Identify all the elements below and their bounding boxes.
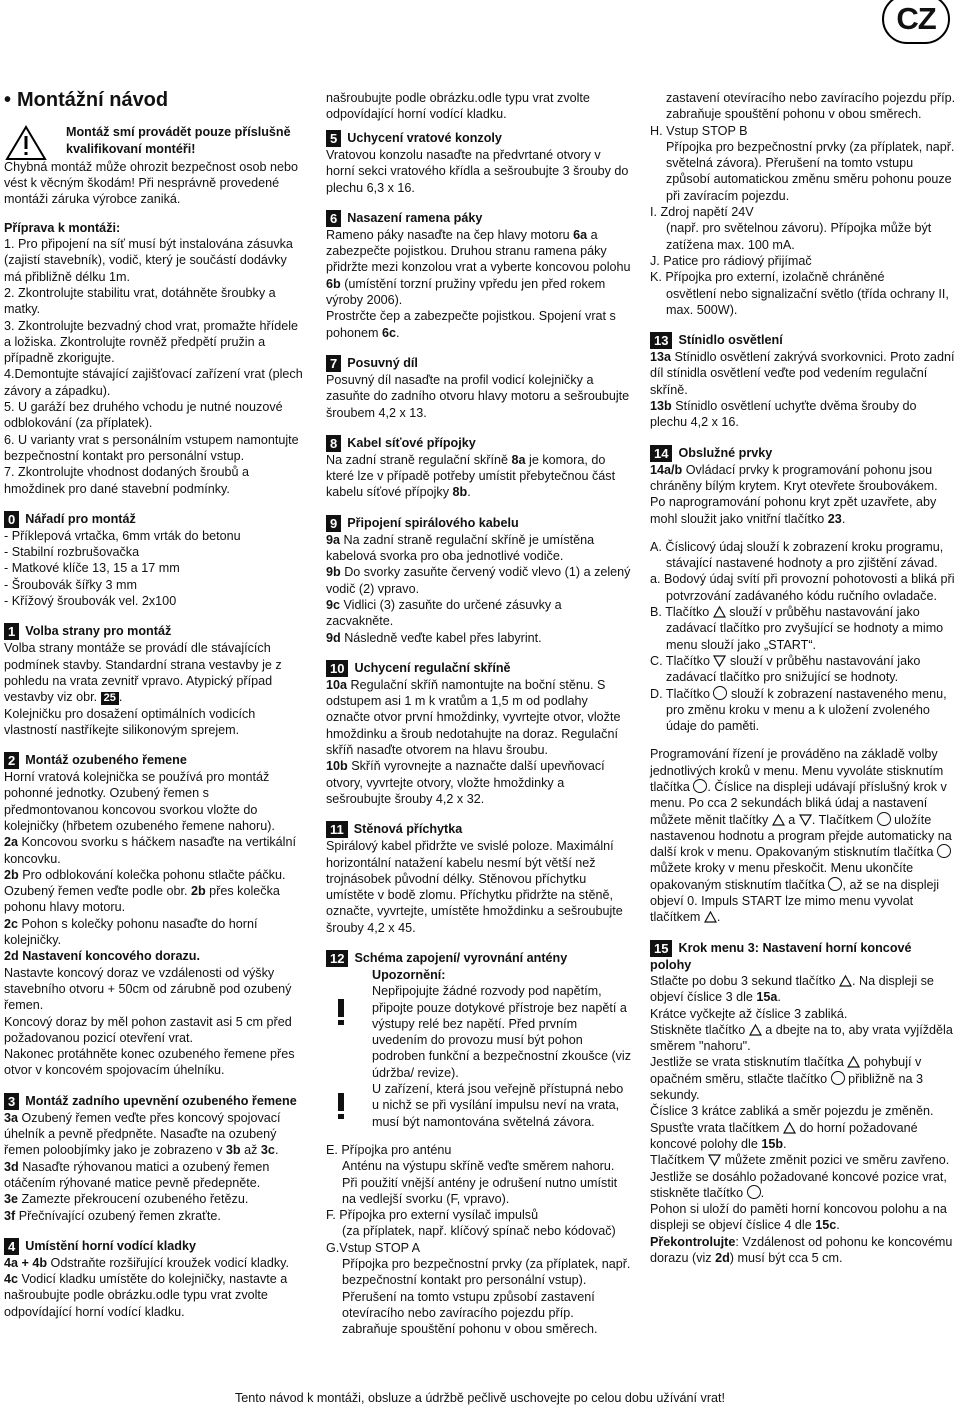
section-title: Uchycení regulační skříně xyxy=(354,660,511,675)
section-2-2f: Nakonec protáhněte konec ozubeného řemene přes otvor v koncovém spojovacím úhelníku. xyxy=(4,1047,295,1078)
section-title: Volba strany pro montáž xyxy=(25,624,172,639)
text: Stínidlo osvětlení uchyťte dvěma šrouby do plechu 4,2 x 16. xyxy=(650,399,917,430)
connection-item-e xyxy=(326,1142,632,1158)
section-13-13a xyxy=(650,349,956,398)
section-title: Montáž zadního upevnění ozubeného řemene xyxy=(25,1093,297,1108)
section-number: 7 xyxy=(326,355,341,372)
list-item: - Matkové klíče 13, 15 a 17 mm xyxy=(4,561,180,576)
down-triangle-icon xyxy=(708,1154,721,1166)
step-label: 3d xyxy=(4,1159,19,1174)
text: Tlačítkem xyxy=(650,1153,705,1168)
text: Zamezte překroucení ozubeného řetězu. xyxy=(18,1192,249,1207)
section-number: 3 xyxy=(4,1093,19,1110)
connection-item-j xyxy=(650,253,956,269)
circle-button-icon xyxy=(713,686,727,700)
item-sub-text: Přípojka pro bezpečnostní prvky (za příplatek, např. bezpečnostní kontakt pro personální vstup). Přerušení na tomto vstupu způsobí zastavení otevíracího nebo zavíracího pojezdu příp. zabraňuje spouštění pohonu v obou směrech. xyxy=(342,1257,631,1337)
section-1-text-a xyxy=(4,640,306,705)
text: . Číslice na displeji udávají příslušný krok v menu. Po cca 2 sekundách bliká údaj a nastavení můžete měnit tlačítky xyxy=(650,779,947,827)
item-text: slouží v průběhu nastavování jako zadávací tlačítko pro zvyšující se hodnoty a mimo menu slouží jako „START“. xyxy=(666,605,944,652)
exclamation-icon xyxy=(326,1091,356,1121)
section-3-heading xyxy=(4,1093,306,1110)
connection-item-g xyxy=(326,1240,632,1256)
text: . xyxy=(836,1218,840,1233)
text: a zabezpečte pojistkou. Druhou stranu ramena páky přidržte mezi konzolou vrat a vyberte koncovou polohu xyxy=(326,227,631,275)
section-8-p1 xyxy=(326,452,632,501)
section-2-2c xyxy=(4,916,306,949)
text: Vidlici (3) zasuňte do určené zásuvky a zacvakněte. xyxy=(326,597,562,629)
connection-item-k-sub: osvětlení nebo signalizační světlo (třída ochrany II, max. 500W). xyxy=(666,286,949,317)
text: Jestliže se vrata stisknutím tlačítka xyxy=(650,1055,844,1070)
step-label: Překontrolujte xyxy=(650,1234,736,1249)
prep-item-5: 5. U garáží bez druhého vchodu je nutné nouzové odblokování (za příplatek). xyxy=(4,400,283,431)
step-label: 3e xyxy=(4,1192,19,1207)
text: Pohon s kolečky pohonu nasaďte do horní kolejničky. xyxy=(4,916,258,948)
section-title: Stěnová příchytka xyxy=(353,822,463,837)
text: . xyxy=(274,1143,279,1158)
text: můžete kroky v menu přeskočit. Menu ukončíte opakovaným stisknutím tlačítka xyxy=(650,861,914,892)
text: . xyxy=(396,325,400,340)
prep-item-1: 1. Pro připojení na síť musí být instalována zásuvka (zajistí stavebník), vodič, který je součástí dodávky má přibližně délku 1m. xyxy=(4,237,293,284)
step-label: 2c xyxy=(4,916,19,931)
column-middle-top xyxy=(326,90,632,123)
section-0-heading xyxy=(4,511,306,528)
section-7-p1: Posuvný díl nasaďte na profil vodicí kolejničky a zasuňte do zadního otvoru hlavy motoru a sešroubujte šroubem 4,2 x 13. xyxy=(326,372,630,420)
section-title: Obslužné prvky xyxy=(678,445,773,460)
text: Prostrčte čep a zabezpečte pojistkou. Spojení vrat s pohonem xyxy=(326,309,616,340)
section-2-2b xyxy=(4,867,306,916)
text: ) musí být cca 5 cm. xyxy=(729,1251,843,1265)
section-9-9c xyxy=(326,597,632,630)
item-label: a. xyxy=(650,572,661,587)
section-5-p1: Vratovou konzolu nasaďte na předvrtané otvory v horní sekci vratového křídla a sešroubujte 3 šrouby do plechu 6,3 x 16. xyxy=(326,148,629,195)
text: do horní požadované koncové polohy dle xyxy=(650,1120,918,1151)
warning-text: Chybná montáž může ohrozit bezpečnost osob nebo vést k věcným škodám! Při nesprávně provedené montáži záruka výrobce zaniká. xyxy=(4,159,299,207)
item-label: J. xyxy=(650,253,660,268)
section-15-p2: Krátce vyčkejte až číslice 3 zabliká. xyxy=(650,1006,848,1021)
up-triangle-icon xyxy=(713,606,726,618)
item-text: Přípojka pro anténu xyxy=(341,1142,452,1157)
prep-item-7: 7. Zkontrolujte vhodnost dodaných šroubů a hmoždinek pro dané stavební podmínky. xyxy=(4,465,250,496)
list-item: - Příklepová vrtačka, 6mm vrták do betonu xyxy=(4,528,241,543)
connection-item-f xyxy=(326,1207,632,1223)
section-15-heading xyxy=(650,940,956,973)
figure-ref: 25 xyxy=(101,692,119,705)
item-label: A. xyxy=(650,539,662,554)
step-label: 9d xyxy=(326,630,341,645)
section-number: 5 xyxy=(326,130,341,147)
section-15-p7 xyxy=(650,1201,956,1234)
section-title: Kabel síťové přípojky xyxy=(347,435,476,450)
step-ref: 6a xyxy=(569,227,588,242)
step-label: 9c xyxy=(326,597,341,612)
section-10-10b xyxy=(326,758,632,807)
section-13-13b xyxy=(650,398,956,431)
step-label: 4c xyxy=(4,1272,19,1287)
step-ref: 2d xyxy=(711,1251,730,1265)
item-label: B. xyxy=(650,605,662,620)
section-9-9d xyxy=(326,630,632,646)
text: . xyxy=(777,990,781,1005)
list-item: - Šroubovák šířky 3 mm xyxy=(4,577,137,592)
section-15-p6 xyxy=(650,1152,956,1201)
title-bullet: • xyxy=(4,89,12,111)
step-label: 3f xyxy=(4,1208,16,1223)
item-text: Přípojka pro externí, izolačně chráněné xyxy=(665,270,885,285)
prep-item-3: 3. Zkontrolujte bezvadný chod vrat, promažte hřídele a ložiska. Zkontrolujte rovněž předpětí pružin a případně zkorigujte. xyxy=(4,318,299,366)
text: Regulační skříň namontujte na boční stěnu. S odstupem asi 1 m k vratům a 1,5 m od podlahy označte otvor první hmoždinky, vyvrtejte otvor, vložte hmoždinku a šroub nedotahujte na doraz. Regulační skříň nasaďte otvorem na hlavu šroubu. xyxy=(326,677,621,758)
item-label: F. xyxy=(326,1208,336,1223)
section-9-9a xyxy=(326,532,632,565)
section-number: 6 xyxy=(326,210,341,227)
text: Ozubený řemen veďte přes koncový spojovací úhelník a pevně předpněte. Nasaďte na ozubený řemen poloobjímky jako je zobrazeno v xyxy=(4,1110,281,1158)
text: Přečnívající ozubený řemen zkraťte. xyxy=(15,1208,221,1223)
text: přes kolečka pohonu hlavy motoru. xyxy=(4,884,280,915)
up-triangle-icon xyxy=(772,814,785,826)
control-item-c xyxy=(650,653,956,686)
connection-item-k xyxy=(650,269,956,285)
up-triangle-icon xyxy=(749,1024,762,1036)
item-text: Přípojka pro externí vysílač impulsů xyxy=(339,1208,539,1223)
step-ref: 23 xyxy=(824,511,842,526)
step-ref: 15b xyxy=(757,1136,784,1151)
section-number: 13 xyxy=(650,332,672,349)
down-triangle-icon xyxy=(713,655,726,667)
item-text: Vstup STOP A xyxy=(339,1240,421,1255)
circle-button-icon xyxy=(693,779,707,793)
text: . Tlačítkem xyxy=(811,812,874,827)
step-label: 2a xyxy=(4,835,19,850)
text: Po naprogramování pohonu kryt zpět uzavřete, aby mohl sloužit jako vnitřní tlačítko xyxy=(650,495,937,526)
section-13-heading xyxy=(650,332,956,349)
section-7-heading xyxy=(326,355,632,372)
prep-item-2: 2. Zkontrolujte stabilitu vrat, dotáhněte šroubky a matky. xyxy=(4,285,276,317)
section-number: 8 xyxy=(326,435,341,452)
section-title: Schéma zapojení/ vyrovnání antény xyxy=(354,950,568,965)
section-number: 4 xyxy=(4,1238,19,1255)
footer-note: Tento návod k montáži, obsluze a údržbě pečlivě uschovejte po celou dobu užívání vrat! xyxy=(234,1391,726,1405)
programming-text xyxy=(650,746,956,925)
text: , až se na displeji objeví 0. Impuls START lze mimo menu vyvolat tlačítkem xyxy=(650,877,940,925)
section-15-p5 xyxy=(650,1103,956,1152)
language-badge: CZ xyxy=(882,0,950,44)
text: a xyxy=(784,812,796,827)
connection-item-f-sub: (za příplatek, např. klíčový spínač nebo kódovač) xyxy=(342,1224,616,1239)
text: Následně veďte kabel přes labyrint. xyxy=(340,630,542,645)
text: Stiskněte tlačítko xyxy=(650,1022,746,1037)
item-text: Tlačítko xyxy=(665,605,710,620)
section-2-2e: Koncový doraz by měl pohon zastavit asi 5 cm před požadovanou pozicí otevření vrat. xyxy=(4,1014,292,1045)
connection-item-i-sub: (např. pro světelnou závoru). Přípojka může být zatížena max. 100 mA. xyxy=(666,221,932,252)
circle-button-icon xyxy=(828,877,842,891)
section-number: 9 xyxy=(326,515,341,532)
section-4-4c xyxy=(4,1271,306,1320)
text: . xyxy=(783,1136,787,1151)
text: a dbejte na to, aby vrata vyjížděla směrem "nahoru". xyxy=(650,1022,953,1054)
control-item-a xyxy=(650,539,956,572)
section-3-3a xyxy=(4,1110,306,1159)
step-ref: 6c xyxy=(378,325,397,340)
text: (umístění torzní pružiny vpředu jen před rokem výroby 2006). xyxy=(326,276,606,308)
section-number: 14 xyxy=(650,445,672,462)
text: . xyxy=(467,485,471,500)
text: Odstraňte rozšiřující kroužek vodicí kladky. xyxy=(47,1255,289,1270)
down-triangle-icon xyxy=(799,814,812,826)
step-label: 13a xyxy=(650,350,672,365)
text: : Vzdálenost od pohonu ke koncovému dorazu (viz xyxy=(650,1234,953,1265)
section-15-p4 xyxy=(650,1054,956,1103)
section-15-p8 xyxy=(650,1234,956,1267)
text: . xyxy=(760,1185,765,1200)
warning-triangle-icon xyxy=(6,126,46,160)
text: až xyxy=(240,1143,258,1158)
step-ref: 3c xyxy=(257,1143,275,1158)
text: Ovládací prvky k programování pohonu jsou chráněny bílým krytem. Kryt otevřete šroubovákem. xyxy=(650,462,938,493)
section-14-p2 xyxy=(650,494,956,527)
section-12-heading xyxy=(326,950,632,967)
text: Nasaďte rýhovanou matici a ozubený řemen otáčením rýhované matice pevně předepněte. xyxy=(4,1159,270,1190)
text: . xyxy=(118,690,123,705)
warning-title-2: kvalifikovaní montéři! xyxy=(66,141,196,156)
up-triangle-icon xyxy=(839,975,852,987)
text: Na zadní straně regulační skříně xyxy=(326,452,509,467)
section-6-p1 xyxy=(326,227,632,308)
connection-item-h-sub: Přípojka pro bezpečnostní prvky (za příplatek, např. světelná závora). Přerušení na tomto vstupu způsobí automatickou změnu směru pohonu pouze při zavíracím pojezdu. xyxy=(666,139,955,203)
section-title: Krok menu 3: Nastavení horní koncové polohy xyxy=(650,940,912,972)
item-text: Číslicový údaj slouží k zobrazení kroku programu, stávající nastavené hodnoty a pro zjištění závad. xyxy=(665,539,944,571)
control-item-b xyxy=(650,604,956,653)
item-text: Zdroj napětí 24V xyxy=(660,205,754,220)
connection-item-i xyxy=(650,204,956,220)
step-ref: 15a xyxy=(752,990,778,1005)
item-text: slouží v průběhu nastavování jako zadávací tlačítko pro snižující se hodnoty. xyxy=(666,653,921,685)
control-item-a-dot xyxy=(650,571,956,604)
section-9-9b xyxy=(326,564,632,597)
section-number: 0 xyxy=(4,511,19,528)
text: . Na displeji se objeví číslice 3 dle xyxy=(650,973,934,1005)
up-triangle-icon xyxy=(704,911,717,923)
text: . xyxy=(841,511,846,526)
text: pohybují v opačném směru, stlačte tlačítko xyxy=(650,1055,922,1086)
step-label: 3a xyxy=(4,1110,19,1125)
step-ref: 6b xyxy=(326,276,341,291)
text: Na zadní straně regulační skříně je umístěna kabelová svorka pro oba jednotlivé vodiče. xyxy=(326,532,595,564)
step-ref: 2b xyxy=(187,884,206,899)
section-number: 2 xyxy=(4,752,19,769)
section-15-p1 xyxy=(650,973,956,1006)
text: Do svorky zasuňte červený vodič vlevo (1) a zelený vodič (2) vpravo. xyxy=(326,565,631,596)
step-ref: 3b xyxy=(222,1143,241,1158)
section-1-heading xyxy=(4,623,306,640)
text: Pohon si uloží do paměti horní koncovou polohu a na displeji se objeví číslice 4 dle xyxy=(650,1202,947,1233)
prep-item-4: 4.Demontujte stávající zajišťovací zařízení vrat (plech závory a západku). xyxy=(4,367,303,398)
section-11-p1: Spirálový kabel přidržte ve svislé poloze. Maximální horizontální natažení kabelu nesmí být větší než trojnásobek původní délky. Stěnovou příchytku umístěte v bodě zlomu. Příchytku přidržte na stěně, označte, vyvrtejte, umístěte hmoždinku a sešroubujte šrouby 4,2 x 45. xyxy=(326,839,623,935)
section-4-continuation: našroubujte podle obrázku.odle typu vrat zvolte odpovídající horní vodící kladku. xyxy=(326,91,590,122)
section-2-2d-heading: 2d Nastavení koncového dorazu. xyxy=(4,949,200,964)
up-triangle-icon xyxy=(847,1056,860,1068)
connection-item-h xyxy=(650,123,956,139)
step-label: 10b xyxy=(326,759,348,774)
tools-list xyxy=(4,528,306,609)
section-number: 15 xyxy=(650,940,672,957)
exclamation-icon xyxy=(326,997,356,1027)
caution-block xyxy=(326,967,632,1130)
section-number: 12 xyxy=(326,950,348,967)
warning-title-1: Montáž smí provádět pouze příslušně xyxy=(66,125,291,140)
step-label: 9a xyxy=(326,532,341,547)
page-title xyxy=(4,89,306,111)
step-label: 4a + 4b xyxy=(4,1255,48,1270)
circle-button-icon xyxy=(831,1071,845,1085)
item-label: G. xyxy=(326,1240,340,1255)
item-label: D. xyxy=(650,686,663,701)
section-number: 11 xyxy=(326,821,348,838)
section-title: Uchycení vratové konzoly xyxy=(347,131,502,145)
circle-button-icon xyxy=(747,1185,761,1199)
section-number: 10 xyxy=(326,660,348,677)
section-8-heading xyxy=(326,435,632,452)
text: . xyxy=(716,910,721,925)
item-text: Patice pro rádiový přijímač xyxy=(663,253,812,268)
item-label: E. xyxy=(326,1142,338,1157)
text: Vodicí kladku umístěte do kolejničky, nastavte a našroubujte podle obrázku.odle typu vrat zvolte odpovídající horní vodící kladku. xyxy=(4,1272,288,1319)
section-11-heading xyxy=(326,821,632,838)
section-title: Nářadí pro montáž xyxy=(25,511,136,526)
caution-text-1: Nepřipojujte žádné rozvody pod napětím, připojte pouze dotykové přístroje bez napětí a výstupy relé bez napětí. Před prvním uvedením do provozu musí být pohon podroben funkční a bezpečnostní zkoušce (viz údržba/ revize). xyxy=(372,984,632,1080)
section-3-3f xyxy=(4,1208,306,1224)
section-title: Stínidlo osvětlení xyxy=(678,333,783,348)
section-6-heading xyxy=(326,210,632,227)
item-label: K. xyxy=(650,270,662,285)
section-title: Připojení spirálového kabelu xyxy=(347,515,519,530)
prep-item-6: 6. U varianty vrat s personálním vstupem namontujte bezpečnostní kontakt pro personální vstup. xyxy=(4,432,299,463)
item-text: Tlačítko xyxy=(665,686,710,701)
circle-button-icon xyxy=(937,844,951,858)
caution-title: Upozornění: xyxy=(372,967,446,982)
section-6-p2 xyxy=(326,308,632,341)
section-5-heading xyxy=(326,130,632,147)
section-2-heading xyxy=(4,752,306,769)
section-3-3d xyxy=(4,1159,306,1192)
control-item-d xyxy=(650,686,956,735)
step-label: 14a/b xyxy=(650,462,683,477)
section-number: 1 xyxy=(4,623,19,640)
section-title: Posuvný díl xyxy=(347,355,418,370)
section-14-p1 xyxy=(650,462,956,495)
text: je komora, do které lze v případě potřeby umístit přebytečnou část kabelu síťové přípojky xyxy=(326,452,616,500)
text: můžete změnit pozici ve směru zavřeno. Jestliže se dosáhlo požadované koncové pozice vrat, stiskněte tlačítko xyxy=(650,1153,950,1200)
column-left xyxy=(4,88,306,1320)
section-4-heading xyxy=(4,1238,306,1255)
step-label: 13b xyxy=(650,399,672,414)
step-ref: 8b xyxy=(449,485,468,500)
page-title-text: Montážní návod xyxy=(17,89,169,111)
section-2-p1: Horní vratová kolejnička se používá pro montáž pohonné jednotky. Ozubený řemen s předmontovanou koncovou svorkou vložte do kolejničky (hřbetem ozubeného řemene nahoru). xyxy=(4,770,275,833)
warning-block xyxy=(4,124,306,157)
step-ref: 8a xyxy=(508,452,526,467)
preparation-heading: Příprava k montáži: xyxy=(4,220,121,235)
step-ref: 15c xyxy=(811,1218,837,1233)
section-9-heading xyxy=(326,515,632,532)
text: Koncovou svorku s háčkem nasaďte na vertikální koncovku. xyxy=(4,835,296,866)
step-label: 2b xyxy=(4,867,19,882)
text: přibližně na 3 sekundy. xyxy=(650,1071,924,1103)
item-text: Bodový údaj svítí při provozní pohotovosti a bliká při potvrzování zadávaného kódu ručního ovladače. xyxy=(664,572,955,603)
section-3-3e xyxy=(4,1191,306,1207)
text: Stínidlo osvětlení zakrývá svorkovnici. Proto zadní díl stínidla osvětlení veďte pod vedením regulační skříně. xyxy=(650,350,955,397)
text: uložíte nastavenou hodnotu a program přejde automaticky na další krok v menu. Opakovaným stisknutím tlačítka xyxy=(650,812,952,860)
item-text: Tlačítko xyxy=(665,653,710,668)
connection-item-g-continuation: zastavení otevíracího nebo zavíracího pojezdu příp. zabraňuje spouštění pohonu v obou směrech. xyxy=(666,91,956,122)
text: Pro odblokování kolečka pohonu stlačte páčku. Ozubený řemen veďte podle obr. xyxy=(4,867,286,899)
section-14-heading xyxy=(650,445,956,462)
column-right xyxy=(650,90,956,1266)
section-10-heading xyxy=(326,660,632,677)
section-title: Montáž ozubeného řemene xyxy=(25,753,187,768)
up-triangle-icon xyxy=(783,1122,796,1134)
section-2-2a xyxy=(4,834,306,867)
section-15-p3 xyxy=(650,1022,956,1055)
section-title: Nasazení ramena páky xyxy=(347,210,483,225)
section-1-text-b: Kolejničku pro dosažení optimálních vodicích vlastností nastříkejte silikonovým sprejem. xyxy=(4,706,256,737)
text: Programování řízení je prováděno na základě volby jednotlivých kroků v menu. Menu vyvoláte stisknutím tlačítka xyxy=(650,747,944,794)
item-label: H. xyxy=(650,123,663,138)
connection-item-e-sub: Anténu na výstupu skříně veďte směrem nahoru. Při použití vnější antény je odrušení nutno umístit na vedlejší svorku (F, vpravo). xyxy=(342,1159,618,1206)
text: Stlačte po dobu 3 sekund tlačítko xyxy=(650,973,836,988)
item-label: I. xyxy=(650,205,657,220)
item-text: slouží k zobrazení nastaveného menu, pro změnu kroku v menu a k uložení zvoleného údaje do paměti. xyxy=(666,686,947,734)
text: Skříň vyrovnejte a naznačte další upevňovací otvory, vyvrtejte otvory, vložte hmoždinky a sešroubujte šrouby 4,2 x 32. xyxy=(326,759,605,806)
text: Volba strany montáže se provádí dle stávajících podmínek stavby. Standardní strana vestavby je z pohledu na vrata zevnitř vpravo. Atypický případ vestavby viz obr. xyxy=(4,641,282,705)
connection-item-g-sub xyxy=(326,1256,632,1337)
section-10-10a xyxy=(326,677,632,758)
column-middle-content xyxy=(326,128,632,1337)
text: Rameno páky nasaďte na čep hlavy motoru xyxy=(326,227,570,242)
section-4-4a xyxy=(4,1255,306,1271)
list-item: - Křížový šroubovák vel. 2x100 xyxy=(4,594,177,609)
step-label: 9b xyxy=(326,565,341,580)
section-title: Umístění horní vodící kladky xyxy=(25,1238,196,1253)
step-label: 10a xyxy=(326,677,348,692)
list-item: - Stabilní rozbrušovačka xyxy=(4,545,140,560)
section-2-2d: Nastavte koncový doraz ve vzdálenosti od výšky stavebního otvoru + 50cm od zárubně pod ozubený řemen. xyxy=(4,965,292,1013)
item-label: C. xyxy=(650,653,663,668)
circle-button-icon xyxy=(877,812,891,826)
item-text: Vstup STOP B xyxy=(666,123,748,138)
caution-text-2: U zařízení, která jsou veřejně přístupná nebo u nichž se při vysílání impulsu neví na vrata, musí být namontována světelná závora. xyxy=(372,1082,624,1129)
text: Číslice 3 krátce zabliká a směr pojezdu je změněn. Spusťte vrata tlačítkem xyxy=(650,1104,934,1135)
